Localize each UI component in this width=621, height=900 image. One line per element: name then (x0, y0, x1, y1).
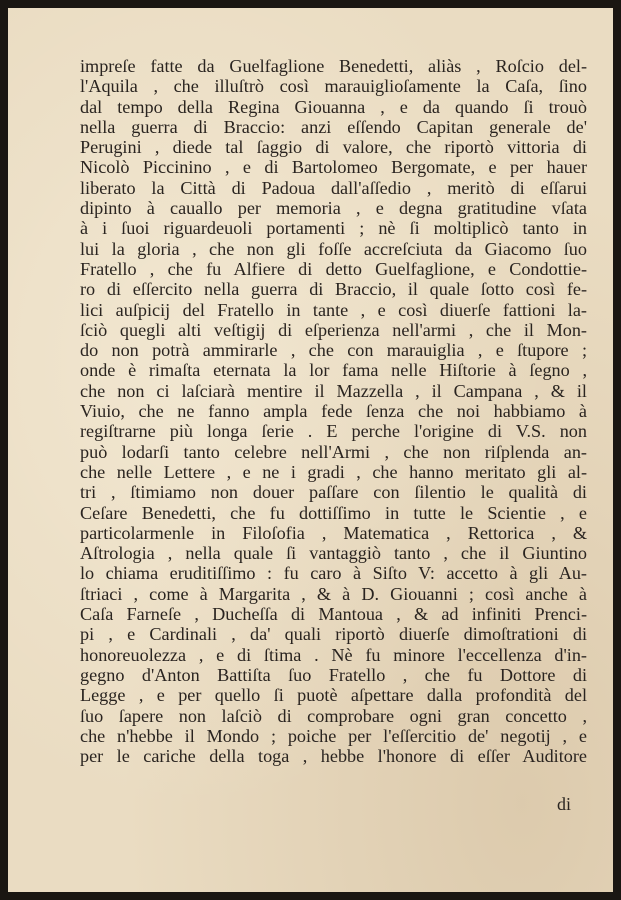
body-text (80, 56, 587, 766)
text-line: lici auſpicij del Fratello in tante , e così diuerſe fattioni la- (80, 299, 587, 320)
text-line: Perugini , diede tal ſaggio di valore, che riportò vittoria di (80, 137, 587, 158)
text-line: impreſe fatte da Guelfaglione Benedetti, aliàs , Roſcio del- (80, 56, 587, 76)
text-line: nella guerra di Braccio: anzi eſſendo Capitan generale de' (80, 116, 587, 137)
text-line: onde è rimaſta eternata la lor fama nelle Hiſtorie à ſegno , (80, 360, 587, 381)
text-line: ro di eſſercito nella guerra di Braccio, il quale ſotto così fe- (80, 279, 587, 300)
text-line: honoreuolezza , e di ſtima . Nè fu minore l'eccellenza d'in- (80, 644, 587, 665)
text-line: l'Aquila , che illuſtrò così marauiglioſamente la Caſa, ſino (80, 76, 587, 97)
text-line: ſtriaci , come à Margarita , & à D. Giouanni ; così anche à (80, 583, 587, 604)
text-line: à i ſuoi riguardeuoli portamenti ; nè ſi moltiplicò tanto in (80, 218, 587, 239)
text-line: per le cariche della toga , hebbe l'honore di eſſer Auditore (80, 746, 587, 767)
text-line: ſuo ſapere non laſciò di comprobare ogni gran concetto , (80, 705, 587, 726)
text-line: che n'hebbe il Mondo ; poiche per l'eſſercitio de' negotij , e (80, 725, 587, 746)
scanned-page (8, 8, 613, 892)
text-line: ſciò quegli alti veſtigij di eſperienza nell'armi , che il Mon- (80, 319, 587, 340)
text-line: Legge , e per quello ſi puotè aſpettare dalla profondità del (80, 685, 587, 706)
text-line: particolarmenle in Filoſofia , Matematica , Rettorica , & (80, 522, 587, 543)
text-line: che nelle Lettere , e ne i gradi , che hanno meritato gli al- (80, 461, 587, 482)
text-line: Viuio, che ne fanno ampla fede ſenza che noi habbiamo à (80, 401, 587, 422)
text-line: do non potrà ammirarle , che con marauiglia , e ſtupore ; (80, 340, 587, 361)
catchword: di (556, 794, 571, 814)
text-line: dipinto à cauallo per memoria , e degna gratitudine vſata (80, 198, 587, 219)
text-line: Fratello , che fu Alfiere di detto Guelfaglione, e Condottie- (80, 258, 587, 279)
text-line: tri , ſtimiamo non douer paſſare con ſilentio le qualità di (80, 482, 587, 503)
text-line: lo chiama eruditiſſimo : fu caro à Siſto V: accetto à gli Au- (80, 563, 587, 584)
text-line: liberato la Città di Padoua dall'aſſedio , meritò di eſſarui (80, 177, 587, 198)
text-line: può lodarſi tanto celebre nell'Armi , che non riſplenda an- (80, 441, 587, 462)
text-line: che non ci laſciarà mentire il Mazzella , il Campana , & il (80, 380, 587, 401)
text-line: regiſtrarne più longa ſerie . E perche l'origine di V.S. non (80, 421, 587, 442)
text-line: dal tempo della Regina Giouanna , e da quando ſi trouò (80, 96, 587, 117)
text-line: pi , e Cardinali , da' quali riportò diuerſe dimoſtrationi di (80, 624, 587, 645)
text-line: Caſa Farneſe , Ducheſſa di Mantoua , & ad infiniti Prenci- (80, 604, 587, 625)
text-line: Nicolò Piccinino , e di Bartolomeo Bergomate, e per hauer (80, 157, 587, 178)
text-line: gegno d'Anton Battiſta ſuo Fratello , che fu Dottore di (80, 664, 587, 685)
text-line: lui la gloria , che non gli foſſe accreſciuta da Giacomo ſuo (80, 238, 587, 259)
text-line: Aſtrologia , nella quale ſi vantaggiò tanto , che il Giuntino (80, 543, 587, 564)
text-line: Ceſare Benedetti, che fu dottiſſimo in tutte le Scientie , e (80, 502, 587, 523)
